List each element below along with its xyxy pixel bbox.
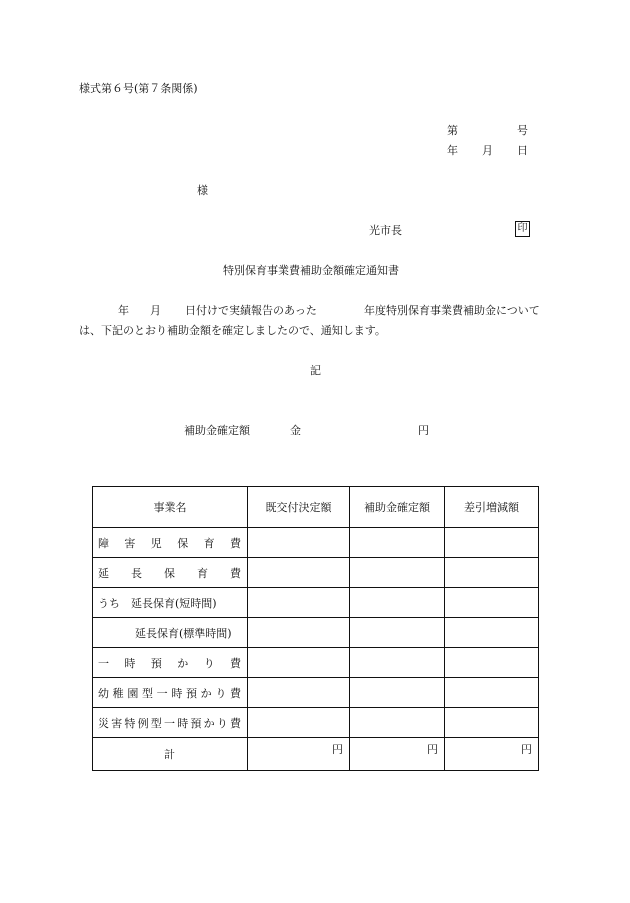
row-label: 幼稚園型一時預かり費 bbox=[93, 678, 248, 708]
doc-number-suffix: 号 bbox=[517, 124, 528, 137]
row-label: 一時預かり費 bbox=[93, 648, 248, 678]
total-difference-yen: 円 bbox=[445, 738, 539, 771]
cell-decided[interactable] bbox=[248, 558, 350, 588]
amount-kin: 金 bbox=[290, 424, 301, 437]
col-header-confirmed: 補助金確定額 bbox=[350, 487, 445, 528]
cell-decided[interactable] bbox=[248, 618, 350, 648]
row-label: 延長保育(標準時間) bbox=[93, 618, 248, 648]
table-row bbox=[93, 528, 539, 558]
body-year: 年 bbox=[118, 304, 129, 317]
table-total-row bbox=[93, 738, 539, 771]
form-number: 様式第６号(第７条関係) bbox=[79, 82, 198, 95]
row-label: うち 延長保育(短時間) bbox=[93, 588, 248, 618]
table-row bbox=[93, 618, 539, 648]
row-label: 障害児保育費 bbox=[93, 528, 248, 558]
cell-difference[interactable] bbox=[445, 618, 539, 648]
body-month: 月 bbox=[150, 304, 161, 317]
col-header-decided: 既交付決定額 bbox=[248, 487, 350, 528]
body-line2: は、下記のとおり補助金額を確定しましたので、通知します。 bbox=[79, 324, 386, 337]
cell-decided[interactable] bbox=[248, 528, 350, 558]
addressee-suffix: 様 bbox=[197, 184, 208, 197]
cell-difference[interactable] bbox=[445, 528, 539, 558]
table-row bbox=[93, 588, 539, 618]
table-row bbox=[93, 558, 539, 588]
cell-confirmed[interactable] bbox=[350, 648, 445, 678]
cell-difference[interactable] bbox=[445, 678, 539, 708]
total-label: 計 bbox=[93, 738, 248, 771]
cell-confirmed[interactable] bbox=[350, 708, 445, 738]
cell-confirmed[interactable] bbox=[350, 588, 445, 618]
cell-difference[interactable] bbox=[445, 588, 539, 618]
cell-confirmed[interactable] bbox=[350, 618, 445, 648]
table-header-row bbox=[93, 487, 539, 528]
amount-label: 補助金確定額 bbox=[184, 424, 250, 437]
issuer-name: 光市長 bbox=[369, 224, 402, 237]
cell-decided[interactable] bbox=[248, 708, 350, 738]
cell-difference[interactable] bbox=[445, 558, 539, 588]
subsidy-table bbox=[92, 486, 539, 771]
cell-confirmed[interactable] bbox=[350, 528, 445, 558]
col-header-difference: 差引増減額 bbox=[445, 487, 539, 528]
date-day: 日 bbox=[517, 144, 528, 157]
total-decided-yen: 円 bbox=[248, 738, 350, 771]
document-title: 特別保育事業費補助金額確定通知書 bbox=[223, 264, 399, 277]
cell-decided[interactable] bbox=[248, 648, 350, 678]
cell-difference[interactable] bbox=[445, 708, 539, 738]
cell-decided[interactable] bbox=[248, 678, 350, 708]
cell-confirmed[interactable] bbox=[350, 558, 445, 588]
doc-number-prefix: 第 bbox=[447, 124, 458, 137]
cell-confirmed[interactable] bbox=[350, 678, 445, 708]
body-line1-text: 日付けで実績報告のあった bbox=[185, 304, 317, 317]
col-header-project: 事業名 bbox=[93, 487, 248, 528]
table-row bbox=[93, 648, 539, 678]
cell-difference[interactable] bbox=[445, 648, 539, 678]
ki-heading: 記 bbox=[310, 364, 321, 377]
body-line1-end: 年度特別保育事業費補助金について bbox=[364, 304, 540, 317]
row-label: 災害特例型一時預かり費 bbox=[93, 708, 248, 738]
table-row bbox=[93, 708, 539, 738]
table-row bbox=[93, 678, 539, 708]
total-confirmed-yen: 円 bbox=[350, 738, 445, 771]
date-year: 年 bbox=[447, 144, 458, 157]
row-label: 延長保育費 bbox=[93, 558, 248, 588]
amount-yen: 円 bbox=[418, 424, 429, 437]
date-month: 月 bbox=[482, 144, 493, 157]
cell-decided[interactable] bbox=[248, 588, 350, 618]
seal-mark: 印 bbox=[515, 221, 530, 237]
